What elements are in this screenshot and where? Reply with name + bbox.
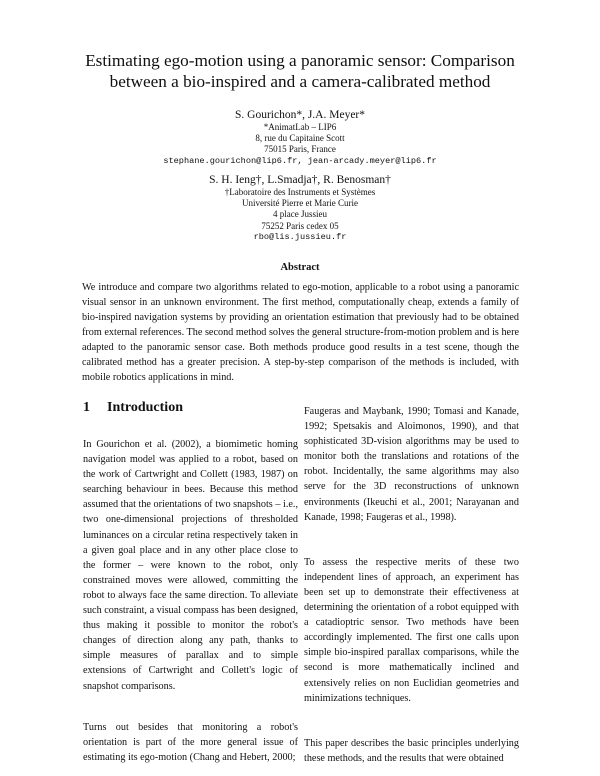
paragraph: To assess the respective merits of these two independent lines of approach, an experiment has been set up to demonstrate their effectiveness at determining the orientation of a robot equipped with a catadioptric sensor. Two methods have been accordingly implemented. The first one calls upon simple bio-inspired parallax comparisons, while the second is more mathematically inclined and extensively relies on non Euclidian geometries and minimizations techniques.	[304, 556, 519, 704]
affiliation-line: 8, rue du Capitaine Scott	[255, 133, 345, 144]
affiliation-line: †Laboratoire des Instruments et Systèmes	[224, 187, 376, 197]
affiliation-line: 4 place Jussieu	[273, 209, 327, 220]
author-emails-1: stephane.gourichon@lip6.fr, jean-arcady.meyer@lip6.fr	[163, 155, 437, 166]
author-group-1	[60, 108, 540, 167]
author-names-1: S. Gourichon*, J.A. Meyer*	[235, 109, 365, 121]
author-group-2	[60, 173, 540, 243]
paragraph: Faugeras and Maybank, 1990; Tomasi and Kanade, 1992; Spetsakis and Aloimonos, 1990), and that sophisticated 3D-vision algorithms may be used to monitor both the translations and rotations of the robot. Incidentally, the same algorithms may also serve for the 3D reconstructions of unknown environments (Ikeuchi et al., 2001; Narayanan and Kanade, 1998; Faugeras et al., 1998).	[304, 406, 519, 523]
section-number: 1	[83, 400, 90, 415]
affiliation-line: 75015 Paris, France	[264, 144, 336, 155]
paragraph: This paper describes the basic principles underlying these methods, and the results that were obtained	[304, 737, 519, 764]
affiliation-line: *AnimatLab – LIP6	[263, 122, 337, 132]
section-title: Introduction	[107, 400, 183, 415]
abstract-body: We introduce and compare two algorithms related to ego-motion, applicable to a robot using a panoramic visual sensor in an unknown environment. The first method, computationally cheap, extends a family of bio-inspired navigation systems by providing an orientation estimation that previously had to be obtained from external references. The second method solves the general structure-from-motion problem and is here adapted to the panoramic sensor case. Both methods produce good results in a test scene, though the calibrated method has a greater precision. A step-by-step comparison of the methods is included, with mobile robotics applications in mind.	[82, 282, 519, 383]
affiliation-line: Université Pierre et Marie Curie	[242, 198, 358, 209]
abstract-heading: Abstract	[280, 262, 320, 273]
author-names-2: S. H. Ieng†, L.Smadja†, R. Benosman†	[209, 174, 391, 186]
paragraph: Turns out besides that monitoring a robot's orientation is part of the more general issue of estimating its ego-motion (Chang and Hebert, 2000;	[83, 721, 298, 763]
paper-title: Estimating ego-motion using a panoramic sensor: Comparison between a bio-inspired and a camera-calibrated method	[85, 51, 515, 91]
left-column	[83, 398, 298, 765]
paragraph: In Gourichon et al. (2002), a biomimetic homing navigation model was applied to a robot, based on the work of Cartwright and Collett (1983, 1987) on searching behaviour in bees. Because this method assumed that the orientations of two snapshots – i.e., two one-dimensional projections of thresholded luminances on a circular retina respectively taken in a given goal place and in any other place close to the former – were known to the robot, only constrained moves were allowed, committing the robot to always face the same direction. To alleviate such constraint, a visual compass has been designed, thus making it possible to monitor the robot's changes of direction along any path, thanks to simple measures of parallax and to simple extensions of Cartwright and Collett's logic of snapshot comparisons.	[83, 439, 298, 692]
author-emails-2: rbo@lis.jussieu.fr	[253, 231, 347, 242]
section-heading	[83, 398, 298, 418]
right-column	[304, 404, 519, 766]
affiliation-line: 75252 Paris cedex 05	[261, 220, 339, 231]
